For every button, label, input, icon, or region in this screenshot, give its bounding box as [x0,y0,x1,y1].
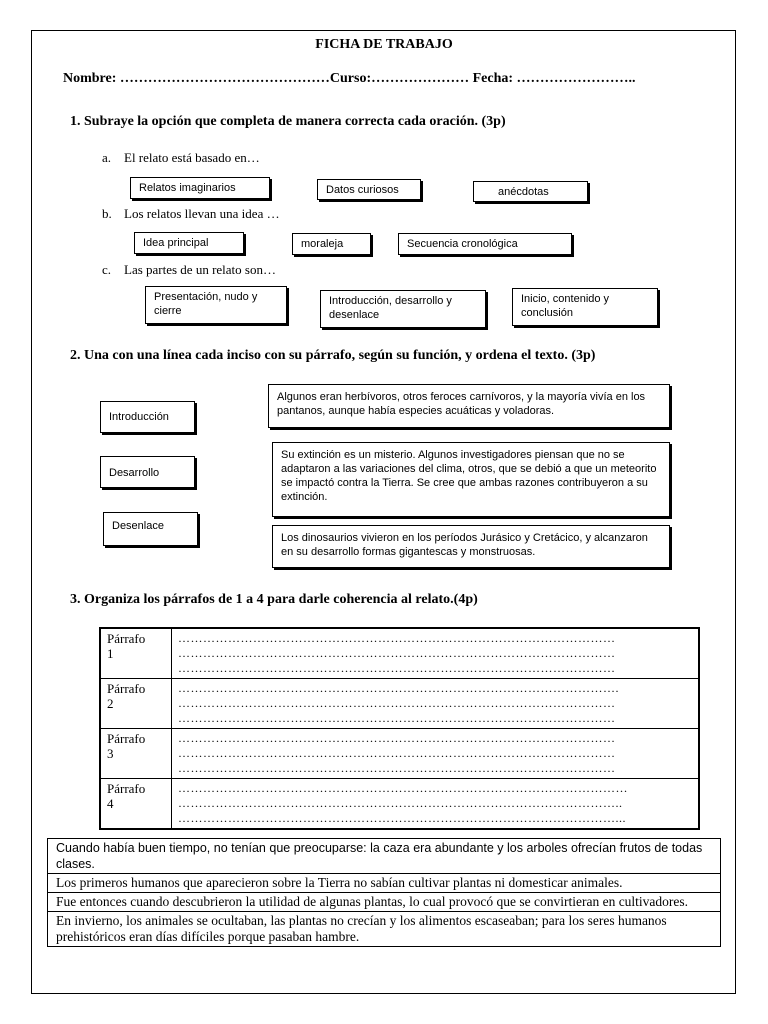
row-number: 2 [107,696,114,711]
q1a-option-2[interactable]: Datos curiosos [317,179,421,200]
q1a-stem: El relato está basado en… [124,150,260,165]
answer-line[interactable]: …………………………………………………………………………………………… [178,661,616,675]
answer-line[interactable]: …………………………………………………………………………………………… [178,646,616,660]
row-number: 3 [107,746,114,761]
answer-line[interactable]: ……………………………………………………………………………………………... [178,811,626,825]
q1b-option-1[interactable]: Idea principal [134,232,244,254]
q1b-letter: b. [102,206,112,221]
paragraph-order-table [99,627,700,830]
story-paragraph-2: Los primeros humanos que aparecieron sobre la Tierra no sabían cultivar plantas ni domesticar animales. [48,874,721,893]
table-row [100,729,699,779]
q1c-option-1[interactable]: Presentación, nudo y cierre [145,286,287,324]
answer-line[interactable]: …………………………………………………………………………………………… [178,746,616,760]
table-row [100,779,699,830]
question-3-title: 3. Organiza los párrafos de 1 a 4 para darle coherencia al relato.(4p) [70,592,478,607]
story-paragraphs-table [47,838,721,947]
row-label-text: Párrafo [107,681,146,696]
table-row [48,893,721,912]
table-row [48,912,721,947]
label-introduccion[interactable]: Introducción [100,401,195,433]
answer-lines[interactable] [172,679,700,729]
story-paragraph-4: En invierno, los animales se ocultaban, las plantas no crecían y los alimentos escaseaban; para los seres humanos prehistóricos eran días difíciles porque pasaban hambre. [48,912,721,947]
answer-line[interactable]: ……………………………………………………………………………………………. [178,681,619,695]
answer-lines[interactable] [172,628,700,679]
paragraph-box-3[interactable]: Los dinosaurios vivieron en los períodos Jurásico y Cretácico, y alcanzaron en su desarrollo formas gigantescas y monstruosas. [272,525,670,568]
answer-line[interactable]: …………………………………………………………………………………………… [178,631,616,645]
story-paragraph-3: Fue entonces cuando descubrieron la utilidad de algunas plantas, lo cual provocó que se convirtieran en cultivadores. [48,893,721,912]
q1b-option-3[interactable]: Secuencia cronológica [398,233,572,255]
q1c-stem: Las partes de un relato son… [124,262,276,277]
row-number: 1 [107,646,114,661]
student-info-line[interactable]: Nombre: ………………………………………Curso:………………… Fecha: …………………….. [63,71,636,86]
table-row [100,628,699,679]
q1b-option-2[interactable]: moraleja [292,233,371,255]
answer-line[interactable]: …………………………………………………………………………………………….. [178,796,623,810]
answer-lines[interactable] [172,729,700,779]
table-row [100,679,699,729]
row-label-text: Párrafo [107,781,146,796]
answer-line[interactable]: ……………………………………………………………………………………………… [178,781,628,795]
row-label [100,679,172,729]
label-desarrollo[interactable]: Desarrollo [100,456,195,488]
question-2-title: 2. Una con una línea cada inciso con su párrafo, según su función, y ordena el texto. (3p) [70,348,596,363]
page-title: FICHA DE TRABAJO [315,37,453,52]
q1a-letter: a. [102,150,112,165]
row-number: 4 [107,796,114,811]
q1b-stem: Los relatos llevan una idea … [124,206,280,221]
row-label [100,628,172,679]
row-label-text: Párrafo [107,731,146,746]
q1c-option-3[interactable]: Inicio, contenido y conclusión [512,288,658,326]
question-1-title: 1. Subraye la opción que completa de manera correcta cada oración. (3p) [70,114,506,129]
table-row [48,874,721,893]
row-label [100,779,172,830]
row-label-text: Párrafo [107,631,146,646]
answer-line[interactable]: …………………………………………………………………………………………… [178,731,616,745]
q1c-option-2[interactable]: Introducción, desarrollo y desenlace [320,290,486,328]
answer-line[interactable]: …………………………………………………………………………………………… [178,696,616,710]
paragraph-box-2[interactable]: Su extinción es un misterio. Algunos investigadores piensan que no se adaptaron a las variaciones del clima, otros, que se debió a que un meteorito se impactó contra la Tierra. Se cree que ambas razones contribuyeron a su extinción. [272,442,670,517]
q1a-option-3[interactable]: anécdotas [473,181,588,202]
q1a-option-1[interactable]: Relatos imaginarios [130,177,270,199]
story-paragraph-1: Cuando había buen tiempo, no tenían que preocuparse: la caza era abundante y los arboles ofrecían frutos de todas clases. [48,839,721,874]
answer-lines[interactable] [172,779,700,830]
answer-line[interactable]: …………………………………………………………………………………………… [178,711,616,725]
paragraph-box-1[interactable]: Algunos eran herbívoros, otros feroces carnívoros, y la mayoría vivía en los pantanos, aunque había especies acuáticas y voladoras. [268,384,670,428]
table-row [48,839,721,874]
answer-line[interactable]: …………………………………………………………………………………………… [178,761,616,775]
label-desenlace[interactable]: Desenlace [103,512,198,546]
q1c-letter: c. [102,262,112,277]
row-label [100,729,172,779]
